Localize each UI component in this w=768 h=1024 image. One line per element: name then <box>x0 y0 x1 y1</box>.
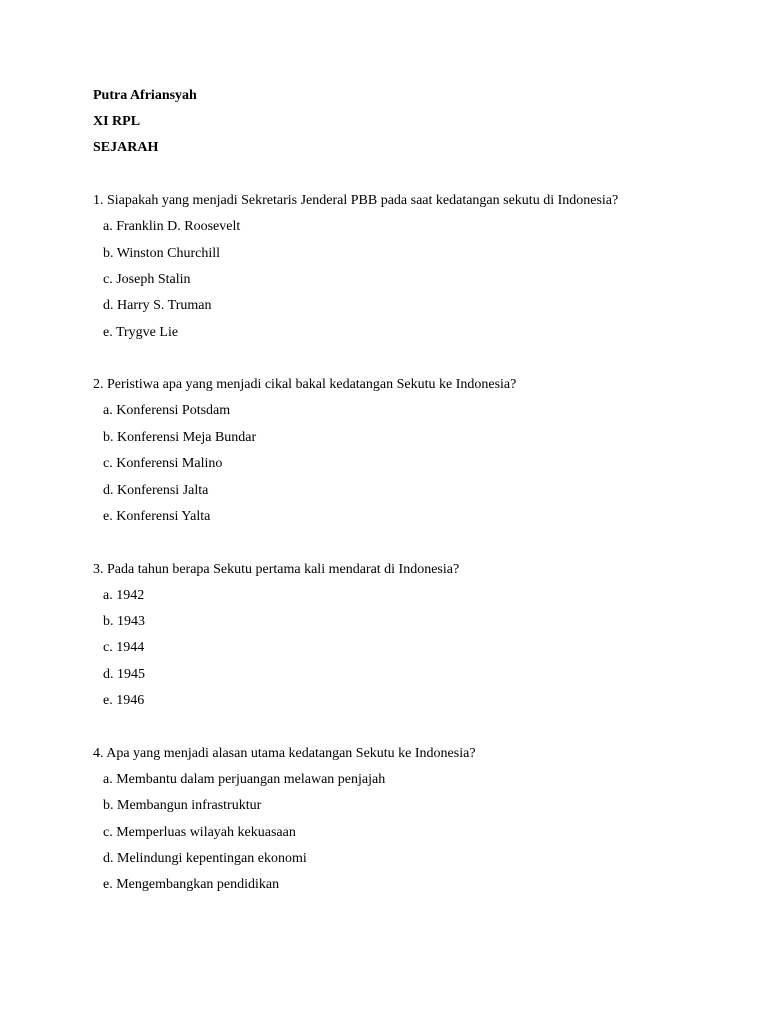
question-1-option-c: c. Joseph Stalin <box>103 272 191 287</box>
question-2-text: 2. Peristiwa apa yang menjadi cikal bakal kedatangan Sekutu ke Indonesia? <box>93 377 517 392</box>
question-3-option-b: b. 1943 <box>103 614 145 629</box>
question-4-option-a: a. Membantu dalam perjuangan melawan penjajah <box>103 772 386 787</box>
question-1-option-a: a. Franklin D. Roosevelt <box>103 219 241 234</box>
question-1-option-e: e. Trygve Lie <box>103 325 179 340</box>
question-4-option-d: d. Melindungi kepentingan ekonomi <box>103 851 307 866</box>
question-2-option-e: e. Konferensi Yalta <box>103 509 211 524</box>
question-3-text: 3. Pada tahun berapa Sekutu pertama kali mendarat di Indonesia? <box>93 562 460 577</box>
question-1-option-b: b. Winston Churchill <box>103 246 221 261</box>
student-name: Putra Afriansyah <box>93 88 197 103</box>
question-1-text: 1. Siapakah yang menjadi Sekretaris Jenderal PBB pada saat kedatangan sekutu di Indonesia? <box>93 193 619 208</box>
question-2-option-a: a. Konferensi Potsdam <box>103 403 231 418</box>
question-4-option-c: c. Memperluas wilayah kekuasaan <box>103 825 296 840</box>
question-2-option-c: c. Konferensi Malino <box>103 456 223 471</box>
subject-title: SEJARAH <box>93 140 159 155</box>
question-3-option-e: e. 1946 <box>103 693 145 708</box>
question-3-option-c: c. 1944 <box>103 640 145 655</box>
question-4-text: 4. Apa yang menjadi alasan utama kedatangan Sekutu ke Indonesia? <box>93 746 476 761</box>
student-class: XI RPL <box>93 114 141 129</box>
question-2-option-b: b. Konferensi Meja Bundar <box>103 430 257 445</box>
question-4-option-e: e. Mengembangkan pendidikan <box>103 877 280 892</box>
question-3-option-d: d. 1945 <box>103 667 145 682</box>
question-4-option-b: b. Membangun infrastruktur <box>103 798 262 813</box>
question-1-option-d: d. Harry S. Truman <box>103 298 212 313</box>
question-2-option-d: d. Konferensi Jalta <box>103 483 209 498</box>
question-3-option-a: a. 1942 <box>103 588 145 603</box>
